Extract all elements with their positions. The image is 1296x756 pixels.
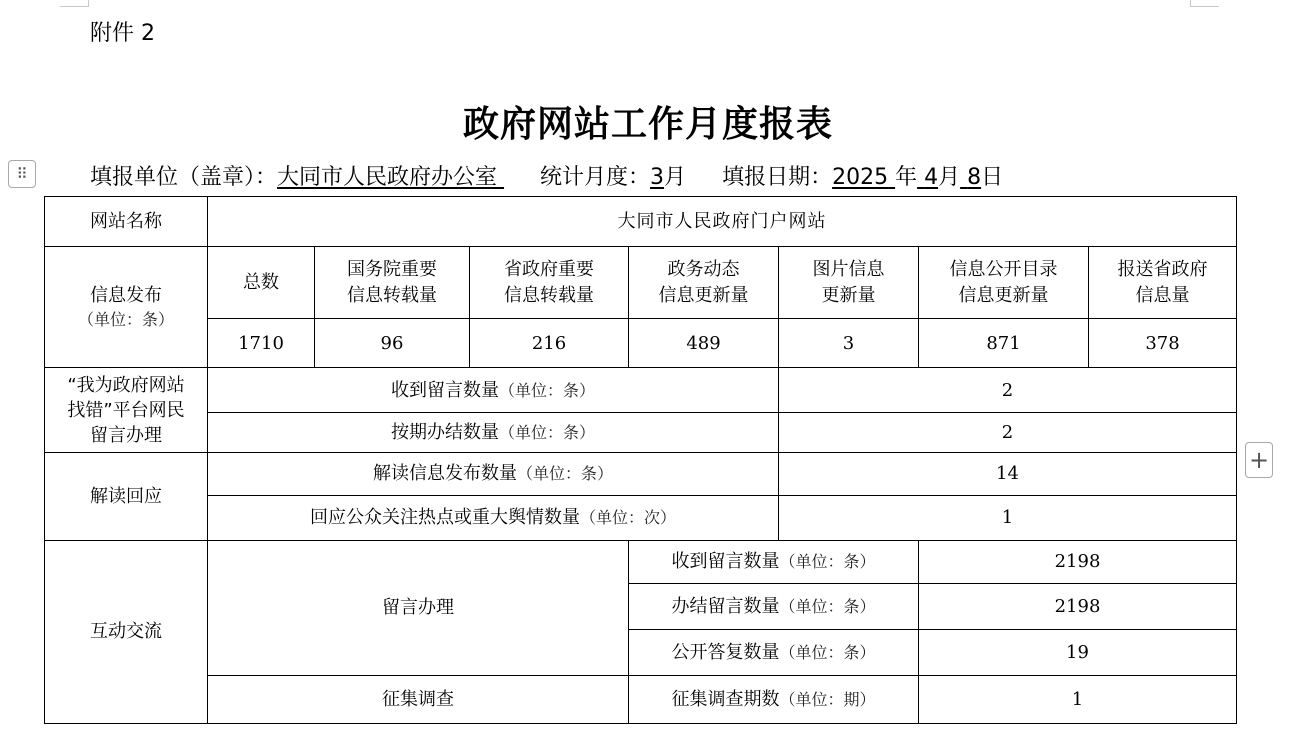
- header-open-catalog: 信息公开目录 信息更新量: [919, 247, 1089, 319]
- interaction-replies-value: 19: [919, 629, 1237, 675]
- platform-completed-value: 2: [779, 413, 1237, 453]
- date-day: 8: [967, 165, 982, 190]
- header-report-province: 报送省政府 信息量: [1089, 247, 1237, 319]
- survey-periods-label: 征集调查期数（单位：期）: [629, 675, 919, 723]
- date-label: 填报日期：: [722, 165, 833, 190]
- publish-values-row: [45, 319, 1237, 368]
- platform-received-label: 收到留言数量（单位：条）: [208, 368, 779, 413]
- survey-label: 征集调查: [208, 675, 629, 723]
- interpretation-label: 解读回应: [45, 453, 208, 540]
- survey-row: [45, 675, 1237, 723]
- value-province: 216: [470, 319, 629, 368]
- interpretation-row-response: [45, 495, 1237, 540]
- date-day-suffix: 日: [981, 165, 1004, 190]
- interaction-received-label: 收到留言数量（单位：条）: [629, 540, 919, 583]
- interaction-replies-label: 公开答复数量（单位：条）: [629, 629, 919, 675]
- site-name-row: [45, 197, 1237, 247]
- header-province: 省政府重要 信息转载量: [470, 247, 629, 319]
- page-title: 政府网站工作月度报表: [462, 103, 833, 145]
- month-value: 3: [650, 165, 665, 190]
- add-column-button[interactable]: [1245, 442, 1273, 478]
- platform-received-value: 2: [779, 368, 1237, 413]
- interaction-received-value: 2198: [919, 540, 1237, 583]
- platform-row-completed: [45, 413, 1237, 453]
- message-handling-label: 留言办理: [208, 540, 629, 675]
- drag-handle-icon: ⠿: [16, 165, 28, 183]
- page-corner-mark-right: [1190, 0, 1219, 7]
- site-name-label: 网站名称: [45, 197, 208, 247]
- value-report-province: 378: [1089, 319, 1237, 368]
- value-total: 1710: [208, 319, 315, 368]
- plus-icon: +: [1248, 446, 1270, 474]
- unit-value: 大同市人民政府办公室: [277, 165, 498, 190]
- month-label: 统计月度：: [540, 165, 651, 190]
- unit-label: 填报单位（盖章）：: [90, 165, 278, 190]
- site-name-value: 大同市人民政府门户网站: [208, 197, 1237, 247]
- header-gov-news: 政务动态 信息更新量: [629, 247, 779, 319]
- interpretation-published-value: 14: [779, 453, 1237, 495]
- month-suffix: 月: [664, 165, 687, 190]
- interaction-row-received: [45, 540, 1237, 583]
- platform-completed-label: 按期办结数量（单位：条）: [208, 413, 779, 453]
- date-month: 4: [924, 165, 939, 190]
- date-year: 2025: [832, 165, 889, 190]
- survey-periods-value: 1: [919, 675, 1237, 723]
- platform-row-received: [45, 368, 1237, 413]
- report-table: [44, 196, 1237, 724]
- interpretation-response-value: 1: [779, 495, 1237, 540]
- header-total: 总数: [208, 247, 315, 319]
- publish-unit: （单位：条）: [77, 309, 174, 329]
- page-corner-mark-left: [60, 0, 89, 7]
- interpretation-row-published: [45, 453, 1237, 495]
- interaction-label: 互动交流: [45, 540, 208, 723]
- value-images: 3: [779, 319, 919, 368]
- attachment-label: 附件 2: [90, 21, 155, 46]
- header-info: [90, 160, 1003, 191]
- table-drag-handle[interactable]: [8, 160, 36, 188]
- interaction-completed-label: 办结留言数量（单位：条）: [629, 583, 919, 629]
- value-gov-news: 489: [629, 319, 779, 368]
- interpretation-published-label: 解读信息发布数量（单位：条）: [208, 453, 779, 495]
- publish-label: 信息发布: [90, 285, 162, 307]
- interpretation-response-label: 回应公众关注热点或重大舆情数量（单位：次）: [208, 495, 779, 540]
- interaction-completed-value: 2198: [919, 583, 1237, 629]
- header-state-council: 国务院重要 信息转载量: [315, 247, 470, 319]
- value-open-catalog: 871: [919, 319, 1089, 368]
- date-month-suffix: 月: [938, 165, 961, 190]
- date-year-suffix: 年: [895, 165, 918, 190]
- publish-label-cell: [45, 247, 208, 368]
- publish-header-row: [45, 247, 1237, 319]
- value-state-council: 96: [315, 319, 470, 368]
- platform-label-cell: “我为政府网站 找错”平台网民 留言办理: [45, 368, 208, 453]
- header-images: 图片信息 更新量: [779, 247, 919, 319]
